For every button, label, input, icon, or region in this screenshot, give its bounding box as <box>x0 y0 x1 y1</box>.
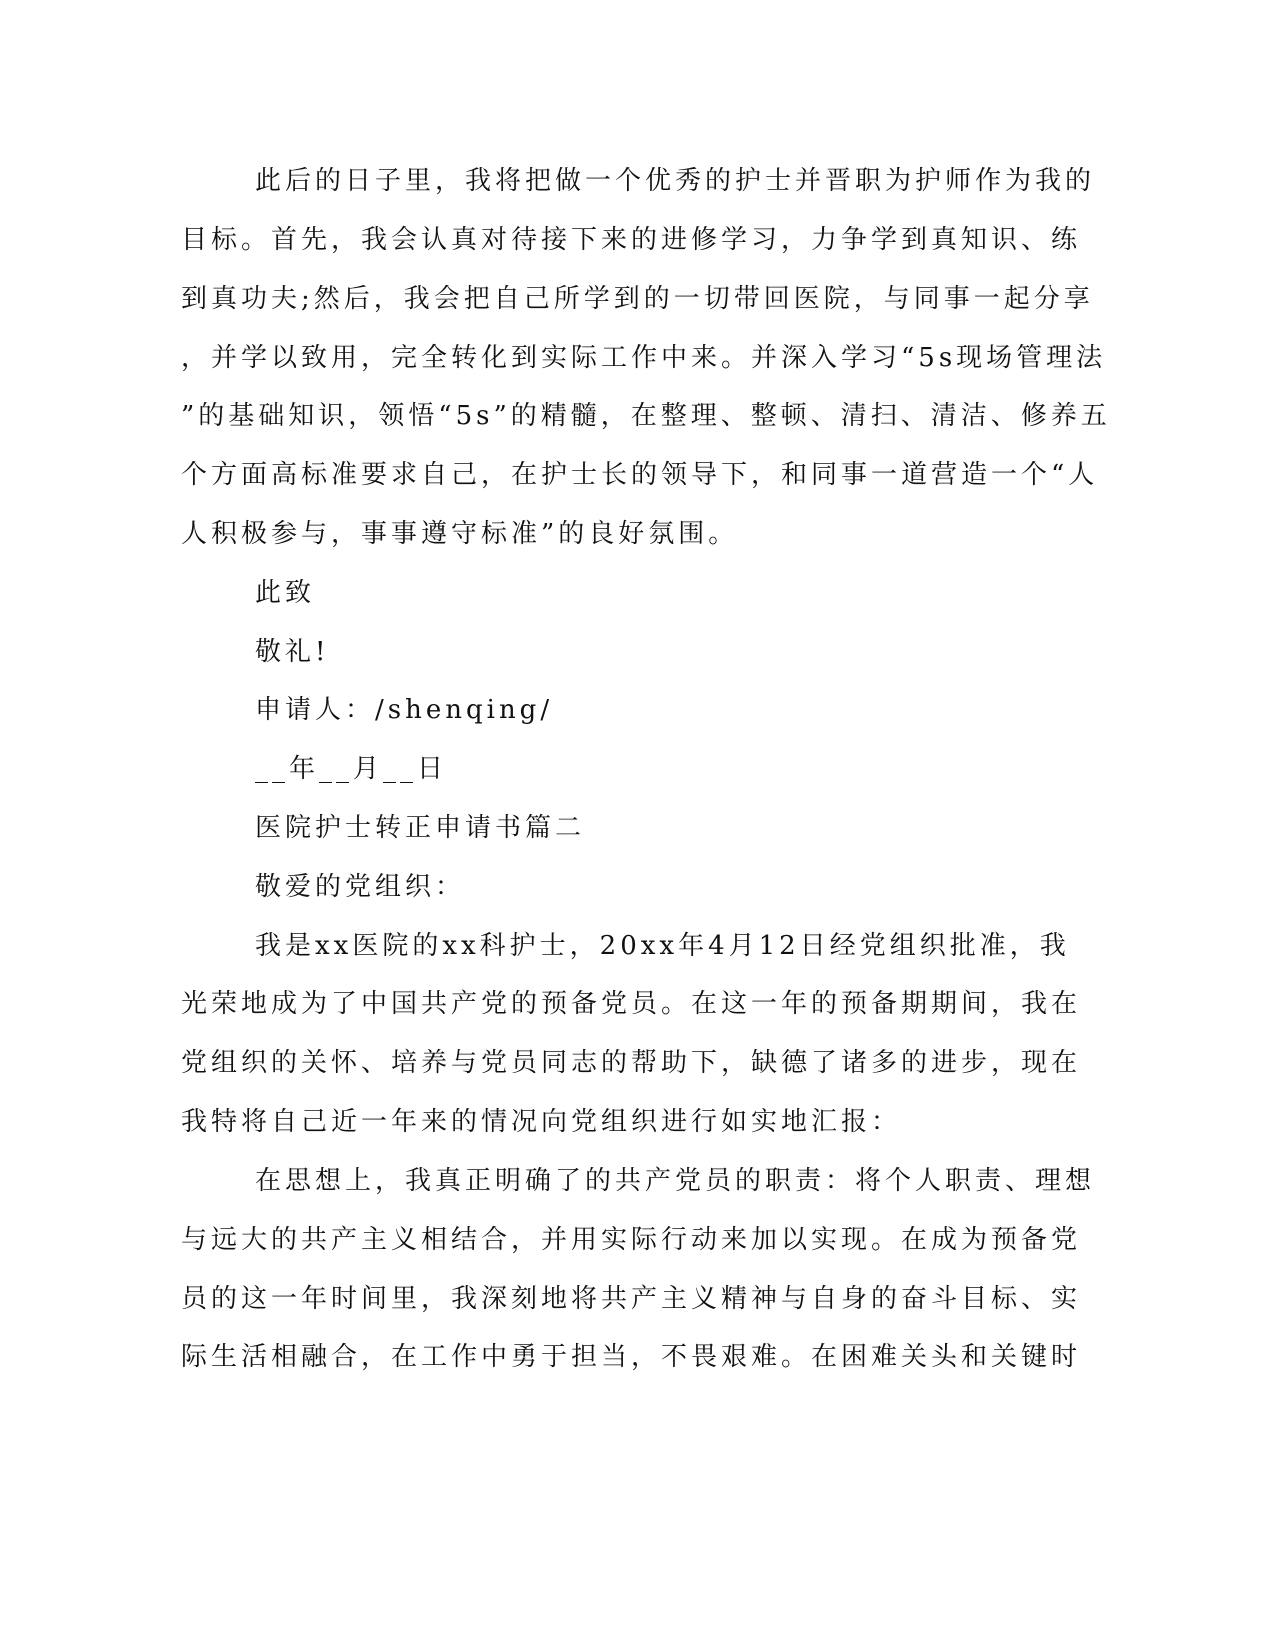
salutation: 敬爱的党组织： <box>255 872 466 902</box>
paragraph-1-line-1: 此后的日子里，我将把做一个优秀的护士并晋职为护师作为我的 <box>255 166 1096 196</box>
closing-line-2: 敬礼! <box>255 637 330 667</box>
paragraph-3-line-4: 际生活相融合，在工作中勇于担当，不畏艰难。在困难关头和关键时 <box>181 1342 1082 1372</box>
paragraph-1-line-7: 人积极参与，事事遵守标准”的良好氛围。 <box>181 519 739 549</box>
paragraph-1-line-4: ，并学以致用，完全转化到实际工作中来。并深入学习“5s现场管理法 <box>181 343 1107 373</box>
date-line: __年__月__日 <box>255 754 448 784</box>
paragraph-3-line-1: 在思想上，我真正明确了的共产党员的职责：将个人职责、理想 <box>255 1166 1096 1196</box>
paragraph-3-line-2: 与远大的共产主义相结合，并用实际行动来加以实现。在成为预备党 <box>181 1225 1082 1255</box>
applicant-line: 申请人：/shenqing/ <box>255 695 554 725</box>
paragraph-2-line-3: 党组织的关怀、培养与党员同志的帮助下，缺德了诸多的进步，现在 <box>181 1048 1082 1078</box>
paragraph-1-line-6: 个方面高标准要求自己，在护士长的领导下，和同事一道营造一个“人 <box>181 460 1099 490</box>
paragraph-1-line-3: 到真功夫;然后，我会把自己所学到的一切带回医院，与同事一起分享 <box>181 284 1094 314</box>
paragraph-2-line-4: 我特将自己近一年来的情况向党组织进行如实地汇报： <box>181 1107 902 1137</box>
paragraph-1-line-2: 目标。首先，我会认真对待接下来的进修学习，力争学到真知识、练 <box>181 225 1082 255</box>
section-title: 医院护士转正申请书篇二 <box>255 813 586 843</box>
paragraph-3-line-3: 员的这一年时间里，我深刻地将共产主义精神与自身的奋斗目标、实 <box>181 1284 1082 1314</box>
paragraph-1-line-5: ”的基础知识，领悟“5s”的精髓，在整理、整顿、清扫、清洁、修养五 <box>181 401 1111 431</box>
closing-line-1: 此致 <box>255 578 316 608</box>
paragraph-2-line-1: 我是xx医院的xx科护士，20xx年4月12日经党组织批准，我 <box>255 931 1070 961</box>
paragraph-2-line-2: 光荣地成为了中国共产党的预备党员。在这一年的预备期期间，我在 <box>181 989 1082 1019</box>
